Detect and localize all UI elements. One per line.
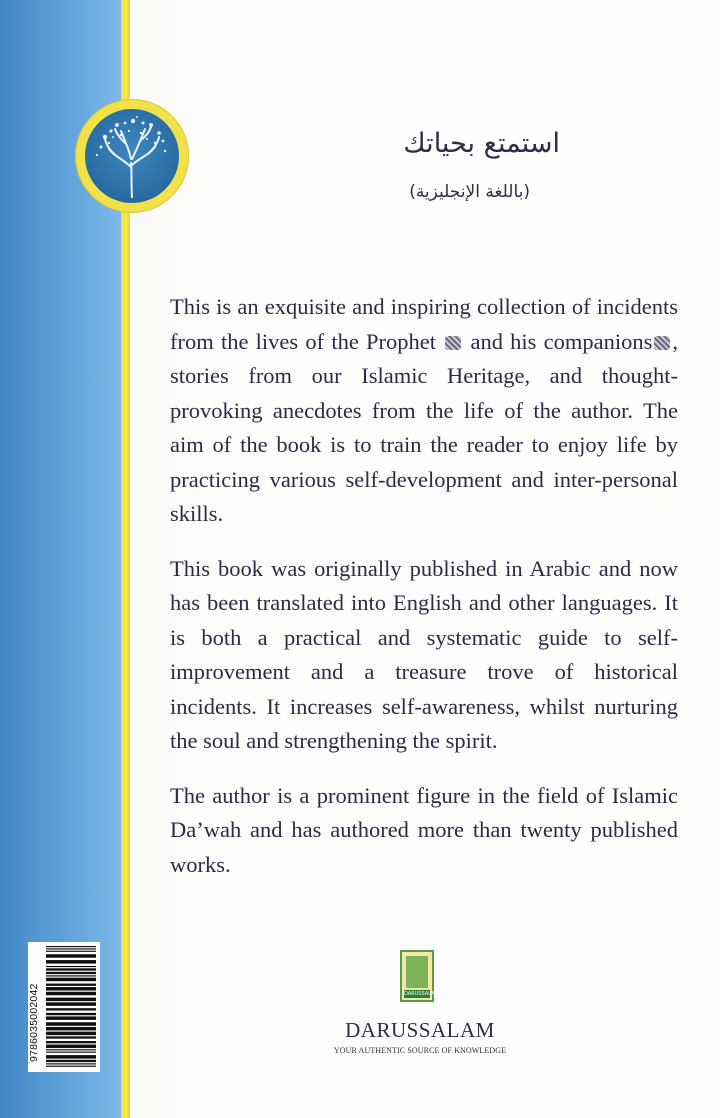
barcode-bar: [46, 951, 96, 952]
arabic-subtitle: (باللغة الإنجليزية): [409, 182, 530, 202]
honorific-symbol-icon: [654, 336, 670, 350]
barcode-bar: [46, 992, 96, 996]
barcode-bar: [46, 998, 96, 1002]
barcode-bar: [46, 1066, 96, 1067]
barcode-bar: [46, 1016, 96, 1020]
barcode-bar: [46, 1063, 96, 1064]
barcode-bar: [46, 972, 96, 974]
blurb-paragraph-1-part-1: This is an exquisite and inspiring collection of incidents from the lives of the Prophet: [170, 294, 678, 354]
barcode-bar: [46, 946, 96, 947]
tree-icon: [85, 109, 179, 203]
barcode-bar: [46, 1036, 96, 1038]
barcode-bar: [46, 987, 96, 991]
barcode-bar: [46, 978, 96, 982]
barcode-bar: [46, 1022, 96, 1026]
tree-emblem: [76, 100, 188, 212]
blurb-paragraph-1: [170, 290, 678, 532]
arabic-book-title: استمتع بحياتك: [403, 128, 560, 159]
publisher-name: DARUSSALAM: [345, 1018, 495, 1042]
barcode-bar: [46, 1055, 96, 1059]
honorific-symbol-icon: [445, 336, 461, 350]
barcode-bar: [46, 954, 96, 958]
barcode-bar: [46, 1045, 96, 1049]
barcode-bar: [46, 1032, 96, 1036]
blurb-paragraph-2: This book was originally published in Arabic and now has been translated into English and other languages. It is both a practical and systematic guide to self-improvement and a treasure trove of historical incidents. It increases self-awareness, whilst nurturing the soul and strengthening the spirit.: [170, 555, 678, 753]
blurb-paragraph-1-part-3: , stories from our Islamic Heritage, and thought-provoking anecdotes from the life of the author. The aim of the book is to train the reader to enjoy life by practicing various self-development and inter-personal skills.: [170, 328, 678, 526]
blurb: [170, 290, 678, 902]
barcode-bar: [46, 975, 96, 976]
logo-label: DARUSSALAM: [404, 991, 439, 997]
barcode-bar: [46, 984, 96, 986]
barcode-bar: [46, 1060, 96, 1062]
barcode-bar: [46, 968, 96, 970]
barcode-bar: [46, 1008, 96, 1010]
barcode-bar: [46, 966, 96, 967]
barcode-bar: [46, 1002, 96, 1006]
blurb-paragraph-3: The author is a prominent figure in the field of Islamic Da’wah and has authored more than twenty published works.: [170, 782, 678, 877]
blurb-paragraph-1-part-2: and his companions: [470, 328, 653, 354]
barcode-bar: [46, 1049, 96, 1050]
barcode-bar: [46, 1041, 96, 1043]
barcode-bar: [46, 1013, 96, 1015]
barcode-bar: [46, 960, 96, 964]
isbn-number: 9786035002042: [28, 983, 40, 1062]
barcode-bar: [46, 1052, 96, 1053]
book-icon: [406, 956, 428, 988]
publisher-logo: [400, 950, 439, 1002]
isbn-barcode: [28, 942, 100, 1072]
barcode-bar: [46, 948, 96, 949]
publisher-tagline: YOUR AUTHENTIC SOURCE OF KNOWLEDGE: [333, 1046, 507, 1055]
barcode-bar: [46, 1027, 96, 1031]
